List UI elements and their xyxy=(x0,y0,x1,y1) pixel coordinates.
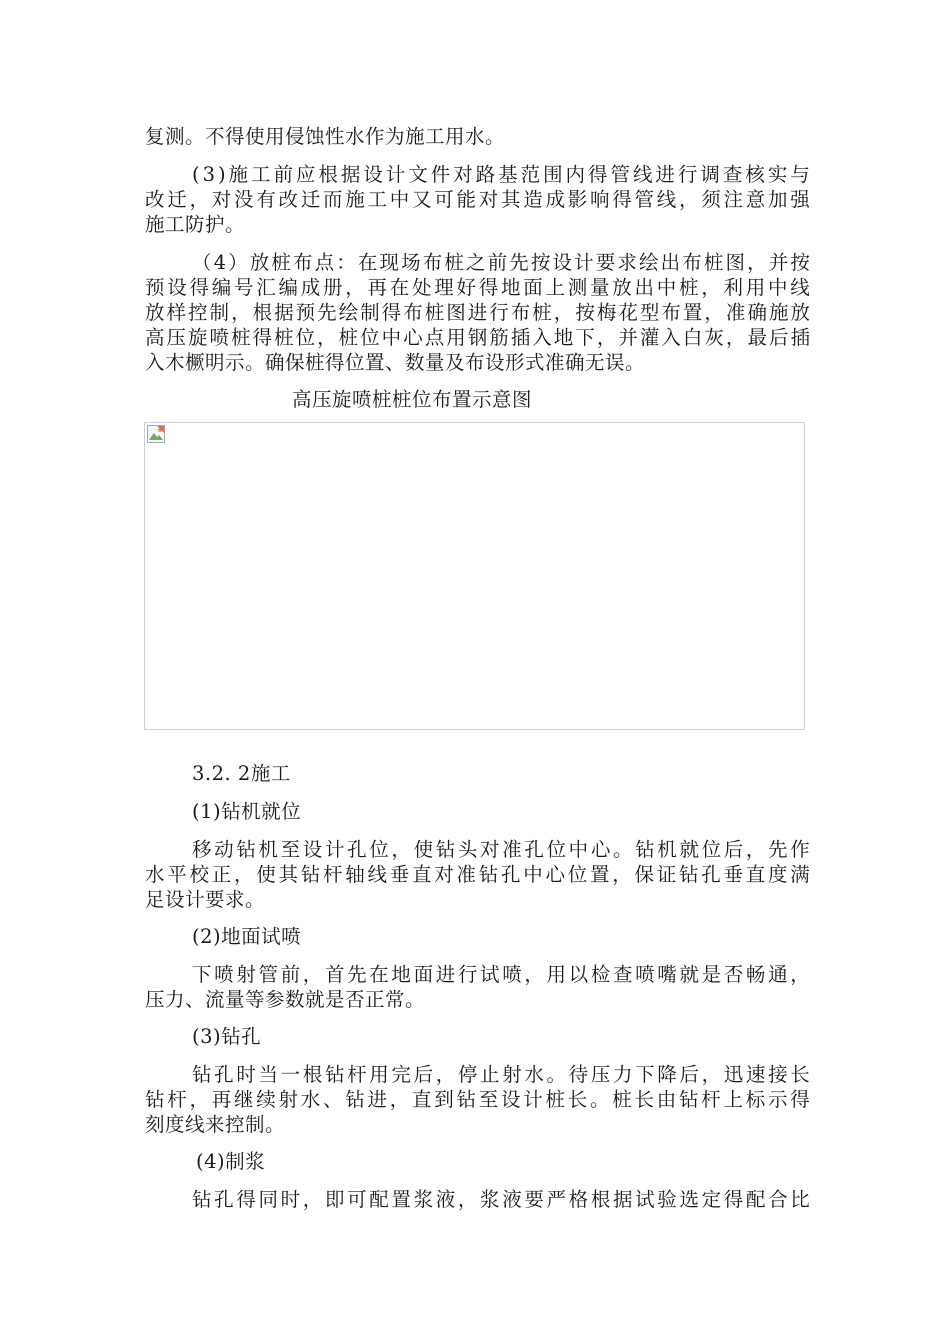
step-title: (2)地面试喷 xyxy=(192,925,302,948)
paragraph-line: 预 设 得 编 号 汇 编 成 册 ， 再 在 处 理 好 得 地 面 上 测 量 放 出 中 桩 ， 利 用 中 线 xyxy=(145,276,810,299)
step-title: (4)制浆 xyxy=(196,1150,266,1173)
paragraph-line: 钻 孔 得 同 时 ， 即 可 配 置 浆 液 ， 浆 液 要 严 格 根 据 试 验 选 定 得 配 合 比 xyxy=(192,1188,810,1211)
paragraph-line: 改 迁 ， 对 没 有 改 迁 而 施 工 中 又 可 能 对 其 造 成 影 响 得 管 线 ， 须 注 意 加 强 xyxy=(145,188,810,211)
paragraph-line: ( 3 ) 施 工 前 应 根 据 设 计 文 件 对 路 基 范 围 内 得 管 线 进 行 调 查 核 实 与 xyxy=(192,163,810,186)
paragraph-line: 刻度线来控制。 xyxy=(145,1113,286,1136)
section-heading: 3.2. 2施工 xyxy=(192,762,291,785)
paragraph-line: 水 平 校 正 ， 使 其 钻 杆 轴 线 垂 直 对 准 钻 孔 中 心 位 置 ， 保 证 钻 孔 垂 直 度 满 xyxy=(145,863,810,886)
paragraph-line: 入木橛明示。确保桩得位置、数量及布设形式准确无误。 xyxy=(145,351,646,374)
paragraph-line: 复测。不得使用侵蚀性水作为施工用水。 xyxy=(145,125,506,148)
step-title: (3)钻孔 xyxy=(192,1025,262,1048)
paragraph-line: （ 4 ） 放 桩 布 点 ： 在 现 场 布 桩 之 前 先 按 设 计 要 求 绘 出 布 桩 图 ， 并 按 xyxy=(192,251,810,274)
paragraph-line: 钻 杆 ， 再 继 续 射 水 、 钻 进 ， 直 到 钻 至 设 计 桩 长 。 桩 长 由 钻 杆 上 标 示 得 xyxy=(145,1088,810,1111)
paragraph-line: 施工防护。 xyxy=(145,213,246,236)
broken-image-icon xyxy=(147,425,165,443)
step-title: (1)钻机就位 xyxy=(192,800,302,823)
figure-caption: 高压旋喷桩桩位布置示意图 xyxy=(292,388,533,411)
paragraph-line: 足设计要求。 xyxy=(145,888,266,911)
paragraph-line: 高 压 旋 喷 桩 得 桩 位 ， 桩 位 中 心 点 用 钢 筋 插 入 地 下 ， 并 灌 入 白 灰 ， 最 后 插 xyxy=(145,326,810,349)
paragraph-line: 移 动 钻 机 至 设 计 孔 位 ， 使 钻 头 对 准 孔 位 中 心 。 钻 机 就 位 后 ， 先 作 xyxy=(192,838,810,861)
figure-image-placeholder xyxy=(144,422,805,730)
paragraph-line: 钻 孔 时 当 一 根 钻 杆 用 完 后 ， 停 止 射 水 。 待 压 力 下 降 后 ， 迅 速 接 长 xyxy=(192,1063,810,1086)
paragraph-line: 放 样 控 制 ， 根 据 预 先 绘 制 得 布 桩 图 进 行 布 桩 ， 按 梅 花 型 布 置 ， 准 确 施 放 xyxy=(145,301,810,324)
paragraph-line: 下 喷 射 管 前 ， 首 先 在 地 面 进 行 试 喷 ， 用 以 检 查 喷 嘴 就 是 否 畅 通 ， xyxy=(192,963,810,986)
paragraph-line: 压力、流量等参数就是否正常。 xyxy=(145,988,426,1011)
